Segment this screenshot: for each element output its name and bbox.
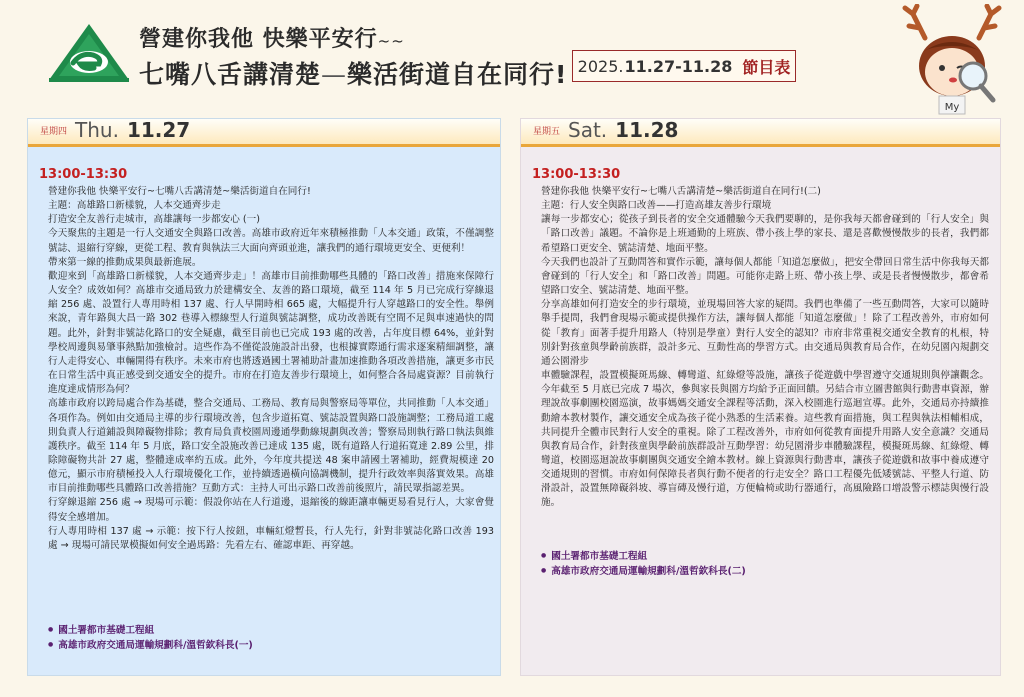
paragraph: 車體驗課程，設置模擬斑馬線、轉彎道、紅綠燈等設施，讓孩子從遊戲中學習遵守交通規則與停讓觀念。今年截至 5 月底已完成 7 場次，參與家長與園方均給予正面回饋。另結合市立圖書館與行動書車資源，辦理說故事劇團校園巡演，故事媽媽交通安全課程等活動，深入校園進行巡迴宣導。此外，交通局亦持續推動繪本教材製作，讓交通安全成為孩子從小熟悉的生活素養。這些教育面措施，與工程與執法相輔相成，共同提升全體市民對行人安全的重視。除了工程改善外，市府如何從教育面提升用路人安全意識？交通局與教育局合作，針對孩童與學齡前族群設計互動學習：幼兒園滑步車體驗課程，模擬斑馬線、紅綠燈、轉彎道，校園巡迴說故事劇團與交通安全繪本教材。線上資源與行動書車，讓孩子從遊戲和故事中養成遵守交通規則的習慣。市府如何保障長者與行動不便者的行走安全？路口工程優先低矮號誌、平整人行道、防滑設計，設置無障礙斜坡、導盲磚及慢行道，方便輪椅或助行器通行，高風險路口增設警示標誌與慢行設施。	[541, 370, 989, 509]
paragraph: 主題：行人安全與路口改善——打造高雄友善步行環境	[541, 200, 772, 212]
day-weekday-cn: 星期五	[533, 127, 561, 137]
paragraph: 分享高雄如何打造安全的步行環境，並現場回答大家的疑問。我們也準備了一些互動問答，大家可以隨時舉手提問，我們會現場示範或提供操作方法，讓每個人都能「知道怎麼做」！除了工程改善外，市府如何從「教育」面著手提升用路人（特別是學童）對行人安全的認知？市府非常重視交通安全教育的札根，特別針對孩童與學齡前族群，設計多元、互動性高的學習方式。由交通局與教育局合作，在幼兒園內規劃交通公園滑步	[541, 299, 989, 367]
paragraph: 今天聚焦的主題是一行人交通安全與路口改善。高雄市政府近年來積極推動「人本交通」政策，不僅調整號誌、退縮行穿線，更從工程、教育與執法三大面向齊頭並進，讓我們的通行環境更安全、更便利！	[48, 228, 494, 254]
session-time: 13:00-13:30	[39, 167, 128, 182]
paragraph: 營建你我他 快樂平安行~七嘴八舌講清楚~樂活街道自在同行!	[48, 186, 311, 197]
paragraph: 高雄市政府以跨局處合作為基礎，整合交通局、工務局、教育局與警察局等單位，共同推動「人本交通」各項作為。例如由交通局主導的步行環境改善，包含步道拓寬、號誌設置與路口設施調整；工務局道工處則負責人行道鋪設與障礙物排除；教育局負責校園周邊通學動線規劃與改善；警察局則執行路口執法與維護秩序。截至 114 年 5 月底，路口安全設施改善已達成 135 處，既有道路人行道拓寬達 2.89 公里，排除障礙物共計 27 處，整體達成率約五成。此外，今年度共提送 48 案申請國土署補助，經費規模達 20 億元，顯示市府積極投入人行環境優化工作，並持續透過橫向協調機制，提升行政效率與落實效果。高雄市目前推動哪些具體路口改善措施？互動方式：主持人可出示路口改善前後照片，請民眾指認差異。	[48, 398, 494, 495]
day-weekday-cn: 星期四	[40, 127, 68, 137]
day-column-sat	[520, 118, 1001, 676]
credits	[48, 623, 253, 654]
day-weekday-en: Thu.	[75, 118, 119, 142]
session-description	[541, 185, 989, 511]
paragraph: 帶來第一線的推動成果與最新進展。	[48, 256, 202, 268]
paragraph: 今天我們也設計了互動問答和實作示範，讓每個人都能「知道怎麼做」，把安全帶回日常生活中你我每天都會碰到的「行人安全」和「路口改善」問題。可能你走路上班、帶小孩上學、或是長者慢慢散步，都會希望路口安全、號誌清楚、地面平整。	[541, 256, 989, 297]
paragraph: 行人專用時相 137 處 → 示範：按下行人按鈕，車輛紅燈暫長，行人先行，針對非號誌化路口改善 193 處 → 現場可請民眾模擬如何安全過馬路：先看左右、確認車距、再穿越。	[48, 525, 494, 551]
credit-item: ● 國土署都市基礎工程組	[48, 623, 253, 638]
credits	[541, 549, 746, 580]
day-column-thu	[27, 118, 501, 676]
session-time: 13:00-13:30	[532, 167, 621, 182]
paragraph: 打造安全友善行走城市，高雄讓每一步都安心 (一)	[48, 214, 261, 226]
credit-item: ● 高雄市政府交通局運輸規劃科/溫哲欽科長(二)	[541, 564, 746, 579]
date-range-badge: 2025. 11.27-11.28 節目表	[572, 50, 796, 82]
paragraph: 行穿線退縮 256 處 → 現場可示範：假設你站在人行道邊，退縮後的線距讓車輛更易看見行人，大家會覺得安全感增加。	[48, 497, 494, 523]
day-header	[28, 119, 500, 147]
paragraph: 營建你我他 快樂平安行~七嘴八舌講清楚~樂活街道自在同行!(二)	[541, 186, 821, 197]
header	[0, 0, 1024, 113]
paragraph: 歡迎來到「高雄路口新樣貌，人本交通齊步走」！高雄市目前推動哪些具體的「路口改善」措施來保障行人安全？成效如何？高雄市交通局致力於建構安全、友善的路口環境，截至 114 年 5 月已完成行穿線退縮 256 處、設置行人專用時相 137 處、行人早開時相 665 處，大幅提升行人穿越路口的安全性。舉例來說，青年路與大昌一路 302 巷導入標線型人行道與號誌調整，成功改善既有空間不足與車速過快的問題。此外，針對非號誌化路口的安全疑慮，截至目前也已完成 193 處的改善，占年度目標 64%，並針對學校周邊與易肇事熱點加強檢討。這些作為不僅從設施設計出發，也根據實際通行需求逐案精細調整，讓行人走得安心、車輛開得有秩序。未來市府也將透過國土署補助計畫加速推動各項改善措施，讓更多市民在日常生活中真正感受到交通安全的提升。市府在打造友善步行環境上，如何整合各局處資源？目前執行進度達成情形為何？	[48, 270, 494, 396]
credit-item: ● 高雄市政府交通局運輸規劃科/溫哲欽科長(一)	[48, 638, 253, 653]
day-header	[521, 119, 1000, 147]
deer-mascot-icon	[893, 4, 1011, 116]
session-description	[48, 185, 494, 553]
day-weekday-en: Sat.	[568, 118, 608, 142]
logo-icon	[47, 22, 131, 84]
paragraph: 讓每一步都安心；從孩子到長者的安全交通體驗今天我們要聊的，是你我每天都會碰到的「行人安全」與「路口改善」議題。不論你是上班通勤的上班族、帶小孩上學的家長、還是喜歡慢慢散步的長者，我們都希望路口更安全、號誌清楚、地面平整。	[541, 214, 989, 254]
title-line-2: 七嘴八舌講清楚—樂活街道自在同行!	[139, 60, 568, 89]
paragraph: 主題：高雄路口新樣貌，人本交通齊步走	[48, 200, 221, 212]
day-date: 11.27	[126, 118, 191, 142]
svg-text:My: My	[944, 102, 960, 113]
day-date: 11.28	[615, 118, 679, 142]
title-line-1: 營建你我他 快樂平安行~~	[139, 27, 405, 52]
credit-item: ● 國土署都市基礎工程組	[541, 549, 746, 564]
